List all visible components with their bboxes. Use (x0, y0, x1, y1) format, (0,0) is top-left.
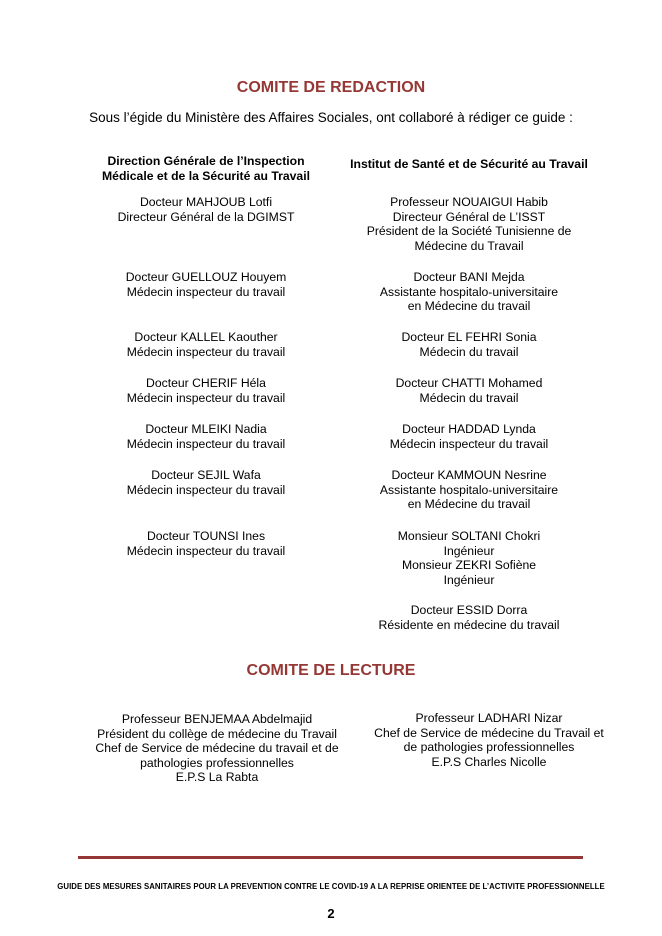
entry-name: Docteur CHERIF Héla (146, 376, 266, 390)
left-column-header (86, 154, 326, 184)
entry-name: Docteur MAHJOUB Lotfi (139, 195, 273, 209)
entry-role: Directeur Général de la DGIMST (117, 209, 295, 224)
left-entry (86, 529, 326, 558)
entry-role: Assistante hospitalo-universitaire (379, 284, 559, 299)
entry-name: Monsieur SOLTANI Chokri (397, 529, 541, 543)
right-entry (340, 422, 598, 451)
entry-role: Ingénieur (443, 543, 495, 558)
entry-role: Médecin du travail (419, 390, 519, 405)
right-entry (340, 603, 598, 632)
left-entry (86, 376, 326, 405)
entry-role: Résidente en médecine du travail (378, 617, 560, 632)
entry-name: Monsieur ZEKRI Sofiène (401, 558, 537, 572)
right-entry (340, 376, 598, 405)
entry-role: Président de la Société Tunisienne de (366, 224, 572, 238)
right-entry (340, 330, 598, 359)
left-entry (86, 468, 326, 497)
entry-name: Professeur LADHARI Nizar (415, 711, 563, 725)
entry-role: Chef de Service de médecine du travail et de (95, 741, 339, 755)
entry-role: en Médecine du travail (407, 299, 531, 313)
entry-name: Docteur SEJIL Wafa (151, 468, 261, 482)
entry-role: Médecin inspecteur du travail (126, 543, 286, 558)
entry-role: Ingénieur (443, 572, 495, 587)
footer-guide-title: GUIDE DES MESURES SANITAIRES POUR LA PREVENTION CONTRE LE COVID-19 A LA REPRISE ORIENTEE DE L’ACTIVITE PROFESSIONNELLE (57, 882, 605, 891)
footer-divider (78, 856, 583, 859)
left-header-line: Direction Générale de l’Inspection (107, 154, 305, 168)
entry-role: Président du collège de médecine du Travail (97, 726, 337, 741)
entry-name: Professeur BENJEMAA Abdelmajid (121, 712, 313, 726)
lecture-right-entry (358, 711, 620, 769)
entry-role: pathologies professionnelles (140, 755, 294, 770)
entry-role: Directeur Général de L’ISST (392, 209, 546, 224)
redaction-title: COMITE DE REDACTION (236, 79, 426, 96)
entry-name: Docteur TOUNSI Ines (146, 529, 266, 543)
entry-role: Chef de Service de médecine du Travail et (374, 725, 604, 740)
right-entry (340, 195, 598, 253)
entry-role: Médecin inspecteur du travail (126, 284, 286, 299)
entry-role: de pathologies professionnelles (403, 740, 575, 754)
right-entry (340, 270, 598, 314)
right-entry (340, 529, 598, 587)
left-entry (86, 422, 326, 451)
entry-role: Médecin inspecteur du travail (126, 436, 286, 451)
page-number: 2 (327, 906, 335, 921)
entry-role: E.P.S La Rabta (175, 770, 259, 784)
entry-name: Docteur GUELLOUZ Houyem (125, 270, 287, 284)
entry-name: Docteur MLEIKI Nadia (145, 422, 267, 436)
entry-role: Médecin du travail (419, 344, 519, 359)
entry-role: Médecin inspecteur du travail (126, 390, 286, 405)
entry-role: Médecine du Travail (414, 238, 524, 253)
entry-role: Assistante hospitalo-universitaire (379, 482, 559, 497)
entry-role: Médecin inspecteur du travail (126, 344, 286, 359)
intro-text: Sous l’égide du Ministère des Affaires Sociales, ont collaboré à rédiger ce guide : (89, 110, 573, 125)
entry-role: E.P.S Charles Nicolle (431, 754, 547, 769)
left-entry (86, 330, 326, 359)
lecture-left-entry (86, 712, 348, 785)
entry-name: Docteur HADDAD Lynda (402, 422, 536, 436)
entry-name: Docteur KALLEL Kaouther (134, 330, 278, 344)
entry-name: Docteur EL FEHRI Sonia (401, 330, 537, 344)
right-column-header: Institut de Santé et de Sécurité au Travail (350, 157, 588, 171)
left-entry (86, 270, 326, 299)
entry-name: Docteur BANI Mejda (413, 270, 525, 284)
entry-name: Docteur KAMMOUN Nesrine (391, 468, 547, 482)
entry-name: Professeur NOUAIGUI Habib (390, 195, 548, 209)
entry-role: en Médecine du travail (407, 497, 531, 511)
left-entry (86, 195, 326, 224)
entry-name: Docteur CHATTI Mohamed (395, 376, 543, 390)
entry-role: Médecin inspecteur du travail (389, 436, 549, 451)
entry-role: Médecin inspecteur du travail (126, 482, 286, 497)
left-header-line: Médicale et de la Sécurité au Travail (102, 169, 310, 183)
right-entry (340, 468, 598, 512)
lecture-title: COMITE DE LECTURE (246, 662, 416, 679)
entry-name: Docteur ESSID Dorra (410, 603, 528, 617)
